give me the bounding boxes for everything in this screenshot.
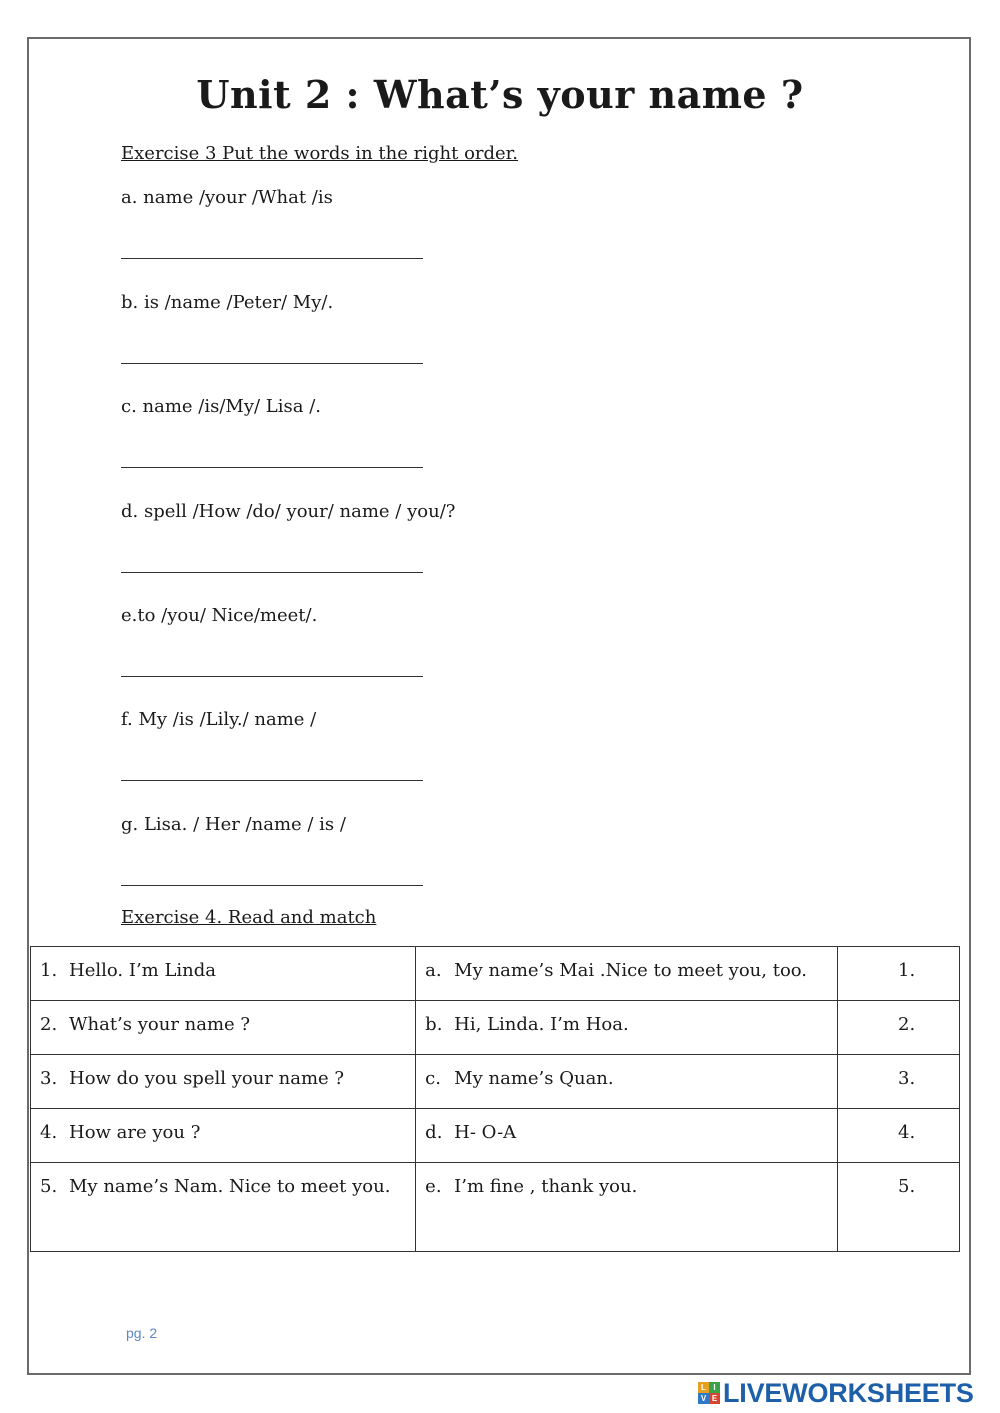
match-table (30, 946, 960, 1252)
exercise-3-item-e: e.to /you/ Nice/meet/. (121, 605, 318, 626)
answer-letter: a. (425, 960, 442, 981)
brand-icon-tile: I (709, 1382, 720, 1393)
page-title: Unit 2 : What’s your name ? (196, 72, 804, 117)
exercise-3-item-c: c. name /is/My/ Lisa /. (121, 396, 321, 417)
answer-text: Hi, Linda. I’m Hoa. (454, 1014, 629, 1035)
question-text: What’s your name ? (69, 1014, 251, 1035)
answer-letter: b. (425, 1014, 443, 1035)
answer-text: My name’s Quan. (454, 1068, 614, 1089)
table-row (31, 1001, 960, 1055)
question-number: 5. (40, 1176, 58, 1197)
question-number: 3. (40, 1068, 58, 1089)
question-text: How are you ? (69, 1122, 201, 1143)
answer-text: H- O-A (454, 1122, 517, 1143)
exercise-3-item-g: g. Lisa. / Her /name / is / (121, 814, 346, 835)
question-number: 4. (40, 1122, 58, 1143)
answer-line-e[interactable] (121, 676, 423, 677)
match-answer-slot[interactable]: 2. (898, 1014, 916, 1035)
match-answer-slot[interactable]: 3. (898, 1068, 916, 1089)
liveworksheets-icon (698, 1382, 720, 1404)
exercise-3-item-f: f. My /is /Lily./ name / (121, 709, 317, 730)
question-text: Hello. I’m Linda (69, 960, 217, 981)
table-row (31, 1109, 960, 1163)
exercise-3-item-a: a. name /your /What /is (121, 187, 333, 208)
exercise-3-heading: Exercise 3 Put the words in the right order. (121, 143, 519, 164)
page-number: pg. 2 (126, 1325, 158, 1341)
answer-line-g[interactable] (121, 885, 423, 886)
exercise-3-item-d: d. spell /How /do/ your/ name / you/? (121, 501, 456, 522)
brand-icon-tile: E (709, 1393, 720, 1404)
answer-line-a[interactable] (121, 258, 423, 259)
match-answer-slot[interactable]: 4. (898, 1122, 916, 1143)
table-row (31, 947, 960, 1001)
question-number: 2. (40, 1014, 58, 1035)
exercise-4-heading: Exercise 4. Read and match (121, 907, 377, 928)
answer-letter: d. (425, 1122, 443, 1143)
answer-line-c[interactable] (121, 467, 423, 468)
question-text: How do you spell your name ? (69, 1068, 345, 1089)
answer-letter: c. (425, 1068, 441, 1089)
brand-logo[interactable] (698, 1378, 974, 1408)
answer-text: My name’s Mai .Nice to meet you, too. (454, 960, 808, 981)
answer-line-f[interactable] (121, 780, 423, 781)
table-row (31, 1163, 960, 1252)
answer-text: I’m fine , thank you. (454, 1176, 638, 1197)
question-text: My name’s Nam. Nice to meet you. (69, 1176, 391, 1197)
brand-name: LIVEWORKSHEETS (723, 1377, 974, 1408)
match-answer-slot[interactable]: 5. (898, 1176, 916, 1197)
brand-icon-tile: L (698, 1382, 709, 1393)
match-answer-slot[interactable]: 1. (898, 960, 916, 981)
question-number: 1. (40, 960, 58, 981)
exercise-3-item-b: b. is /name /Peter/ My/. (121, 292, 334, 313)
table-row (31, 1055, 960, 1109)
answer-line-d[interactable] (121, 572, 423, 573)
answer-line-b[interactable] (121, 363, 423, 364)
brand-icon-tile: V (698, 1393, 709, 1404)
answer-letter: e. (425, 1176, 442, 1197)
